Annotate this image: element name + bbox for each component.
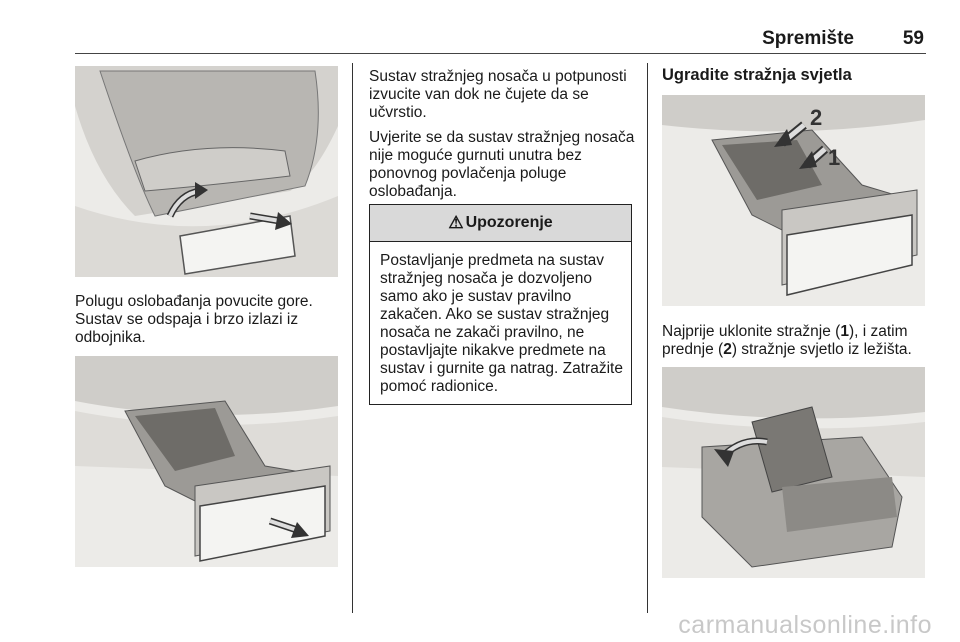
caption-num-2: 2 bbox=[723, 341, 732, 358]
check-instruction: Uvjerite se da sustav stražnjeg nosača nije moguće gurnuti unutra bez ponovnog povlačenja poluge oslobađanja. bbox=[369, 129, 635, 200]
section-title: Spremište bbox=[762, 28, 854, 49]
release-lever-caption: Polugu oslobađanja povucite gore. Sustav se odspaja i brzo izlazi iz odbojnika. bbox=[75, 293, 313, 346]
watermark: carmanualsonline.info bbox=[678, 611, 932, 639]
page-header bbox=[75, 24, 926, 54]
warning-triangle-icon: ⚠ bbox=[448, 213, 464, 232]
extend-instruction: Sustav stražnjeg nosača u potpunosti izvucite van dok ne čujete da se učvrstio. bbox=[369, 68, 627, 121]
figure-tail-lights-removal bbox=[662, 95, 925, 306]
header-rule bbox=[75, 53, 926, 54]
callout-1: 1 bbox=[828, 145, 841, 170]
caption-part: ), i zatim prednje ( bbox=[662, 323, 908, 358]
section-heading: Ugradite stražnja svjetla bbox=[662, 66, 852, 84]
caption-num-1: 1 bbox=[840, 323, 849, 340]
figure-release-lever bbox=[75, 66, 338, 277]
column-divider-right bbox=[647, 63, 648, 613]
warning-header bbox=[370, 205, 631, 242]
page-number: 59 bbox=[902, 28, 924, 49]
warning-title: Upozorenje bbox=[465, 214, 553, 231]
callout-2: 2 bbox=[810, 105, 823, 130]
warning-box bbox=[369, 204, 632, 405]
figure-light-installation bbox=[662, 367, 925, 578]
column-divider-left bbox=[352, 63, 353, 613]
caption-part: Najprije uklonite stražnje ( bbox=[662, 323, 841, 340]
figure-carrier-extended bbox=[75, 356, 338, 567]
tail-lights-caption bbox=[662, 323, 932, 359]
middle-text bbox=[369, 68, 639, 208]
caption-part: ) stražnje svjetlo iz ležišta. bbox=[731, 341, 912, 358]
warning-body: Postavljanje predmeta na sustav stražnjeg nosača je dozvoljeno samo ako je sustav pravilno zakačen. Ako se sustav stražnjeg nosača ne zakači pravilno, ne postavljajte nikakve predmete na sustav i gurnite ga natrag. Zatražite pomoć radionice. bbox=[380, 252, 623, 395]
